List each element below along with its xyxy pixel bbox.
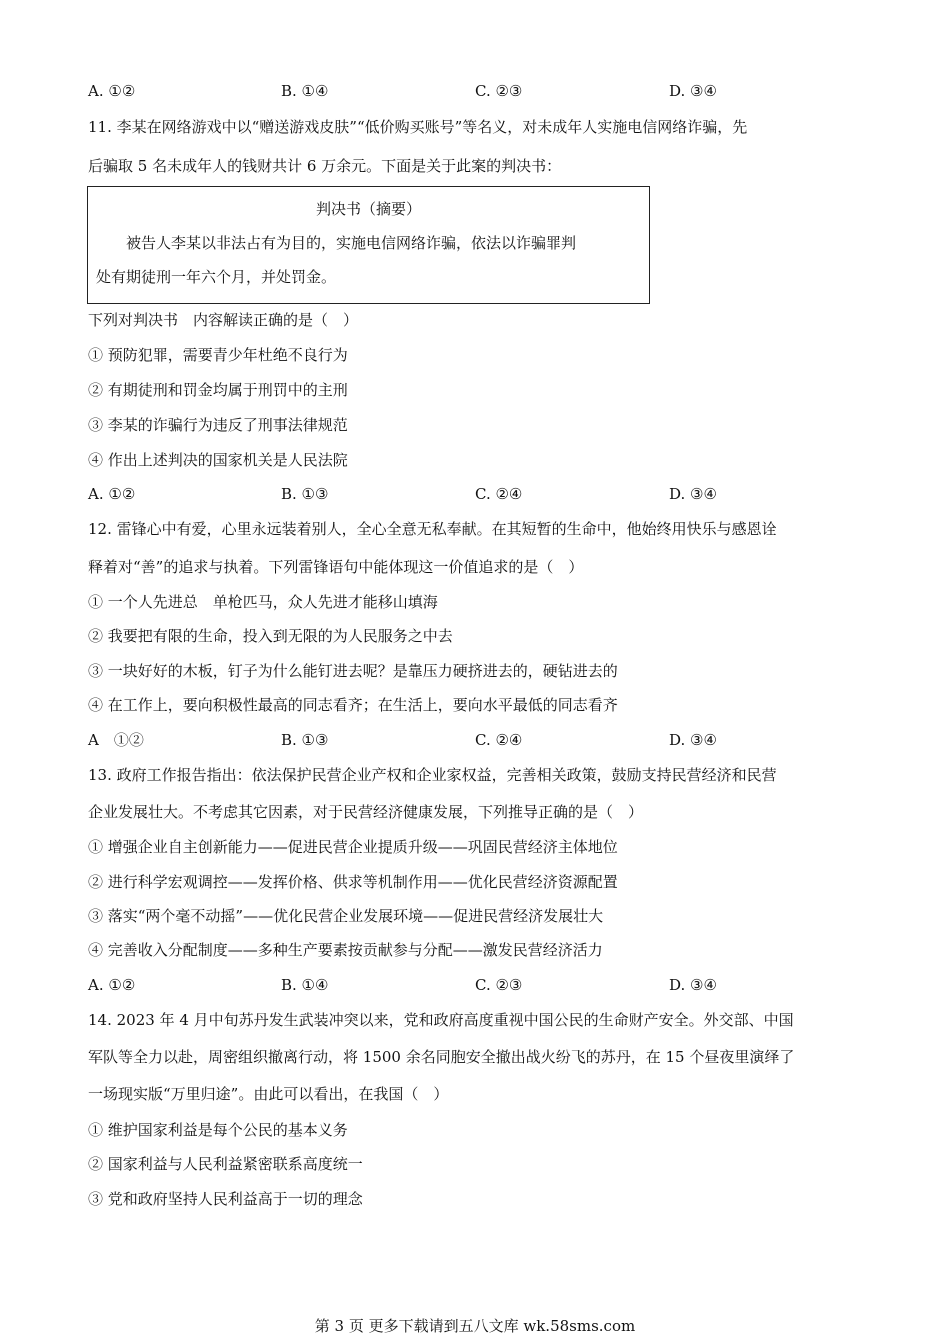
q13-options [88, 975, 868, 995]
q10-option-b: B. ①④ [281, 82, 329, 100]
q10-option-d: D. ③④ [669, 82, 717, 100]
q10-option-c: C. ②③ [475, 82, 523, 100]
q13-option-d: D. ③④ [669, 976, 717, 994]
verdict-title: 判决书（摘要） [315, 200, 421, 218]
q10-option-a: A. ①② [88, 82, 136, 100]
q12-stem-line-1: 12. 雷锋心中有爱，心里永远装着别人，全心全意无私奉献。在其短暂的生命中，他始终用快乐与感恩诠 [88, 520, 777, 538]
q11-option-d: D. ③④ [669, 485, 717, 503]
q11-item-1: ① 预防犯罪，需要青少年杜绝不良行为 [88, 346, 348, 364]
q13-item-2: ② 进行科学宏观调控——发挥价格、供求等机制作用——优化民营经济资源配置 [88, 873, 618, 891]
q12-item-2: ② 我要把有限的生命，投入到无限的为人民服务之中去 [88, 627, 453, 645]
q12-stem-line-2: 释着对“善”的追求与执着。下列雷锋语句中能体现这一价值追求的是（ ） [88, 558, 584, 576]
q12-options [88, 730, 868, 750]
q12-option-a: A ①② [88, 731, 144, 749]
q11-stem-line-2: 后骗取 5 名未成年人的钱财共计 6 万余元。下面是关于此案的判决书： [88, 157, 562, 175]
verdict-box [87, 186, 650, 304]
q14-stem-line-1: 14. 2023 年 4 月中旬苏丹发生武装冲突以来，党和政府高度重视中国公民的生命财产安全。外交部、中国 [88, 1011, 794, 1029]
q13-option-c: C. ②③ [475, 976, 523, 994]
q13-item-3: ③ 落实“两个毫不动摇”——优化民营企业发展环境——促进民营经济发展壮大 [88, 907, 604, 925]
q13-option-b: B. ①④ [281, 976, 329, 994]
q12-item-1: ① 一个人先进总 单枪匹马，众人先进才能移山填海 [88, 593, 438, 611]
verdict-text-line-1: 被告人李某以非法占有为目的，实施电信网络诈骗，依法以诈骗罪判 [96, 234, 577, 252]
q11-item-3: ③ 李某的诈骗行为违反了刑事法律规范 [88, 416, 348, 434]
q10-options [88, 81, 868, 101]
q11-stem-line-1: 11. 李某在网络游戏中以“赠送游戏皮肤”“低价购买账号”等名义，对未成年人实施电信网络诈骗，先 [88, 118, 748, 136]
q12-item-4: ④ 在工作上，要向积极性最高的同志看齐；在生活上，要向水平最低的同志看齐 [88, 696, 618, 714]
q14-stem-line-2: 军队等全力以赴，周密组织撤离行动，将 1500 余名同胞安全撤出战火纷飞的苏丹，在 15 个昼夜里演绎了 [88, 1048, 795, 1066]
q11-question: 下列对判决书 内容解读正确的是（ ） [88, 311, 359, 329]
q12-option-d: D. ③④ [669, 731, 717, 749]
q13-stem-line-2: 企业发展壮大。不考虑其它因素，对于民营经济健康发展，下列推导正确的是（ ） [88, 803, 644, 821]
q14-item-3: ③ 党和政府坚持人民利益高于一切的理念 [88, 1190, 363, 1208]
q13-stem-line-1: 13. 政府工作报告指出：依法保护民营企业产权和企业家权益，完善相关政策，鼓励支持民营经济和民营 [88, 766, 777, 784]
q13-option-a: A. ①② [88, 976, 136, 994]
q12-option-b: B. ①③ [281, 731, 329, 749]
q12-item-3: ③ 一块好好的木板，钉子为什么能钉进去呢？是靠压力硬挤进去的，硬钻进去的 [88, 662, 618, 680]
q12-option-c: C. ②④ [475, 731, 523, 749]
q14-item-1: ① 维护国家利益是每个公民的基本义务 [88, 1121, 348, 1139]
q13-item-4: ④ 完善收入分配制度——多种生产要素按贡献参与分配——激发民营经济活力 [88, 941, 603, 959]
q11-option-b: B. ①③ [281, 485, 329, 503]
q14-stem-line-3: 一场现实版“万里归途”。由此可以看出，在我国（ ） [88, 1085, 449, 1103]
q11-item-2: ② 有期徒刑和罚金均属于刑罚中的主刑 [88, 381, 348, 399]
q11-item-4: ④ 作出上述判决的国家机关是人民法院 [88, 451, 348, 469]
page-footer: 第 3 页 更多下载请到五八文库 wk.58sms.com [314, 1317, 636, 1335]
verdict-text-line-2: 处有期徒刑一年六个月，并处罚金。 [96, 268, 337, 286]
q11-options [88, 484, 868, 504]
q11-option-c: C. ②④ [475, 485, 523, 503]
q14-item-2: ② 国家利益与人民利益紧密联系高度统一 [88, 1155, 363, 1173]
q13-item-1: ① 增强企业自主创新能力——促进民营企业提质升级——巩固民营经济主体地位 [88, 838, 618, 856]
q11-option-a: A. ①② [88, 485, 136, 503]
